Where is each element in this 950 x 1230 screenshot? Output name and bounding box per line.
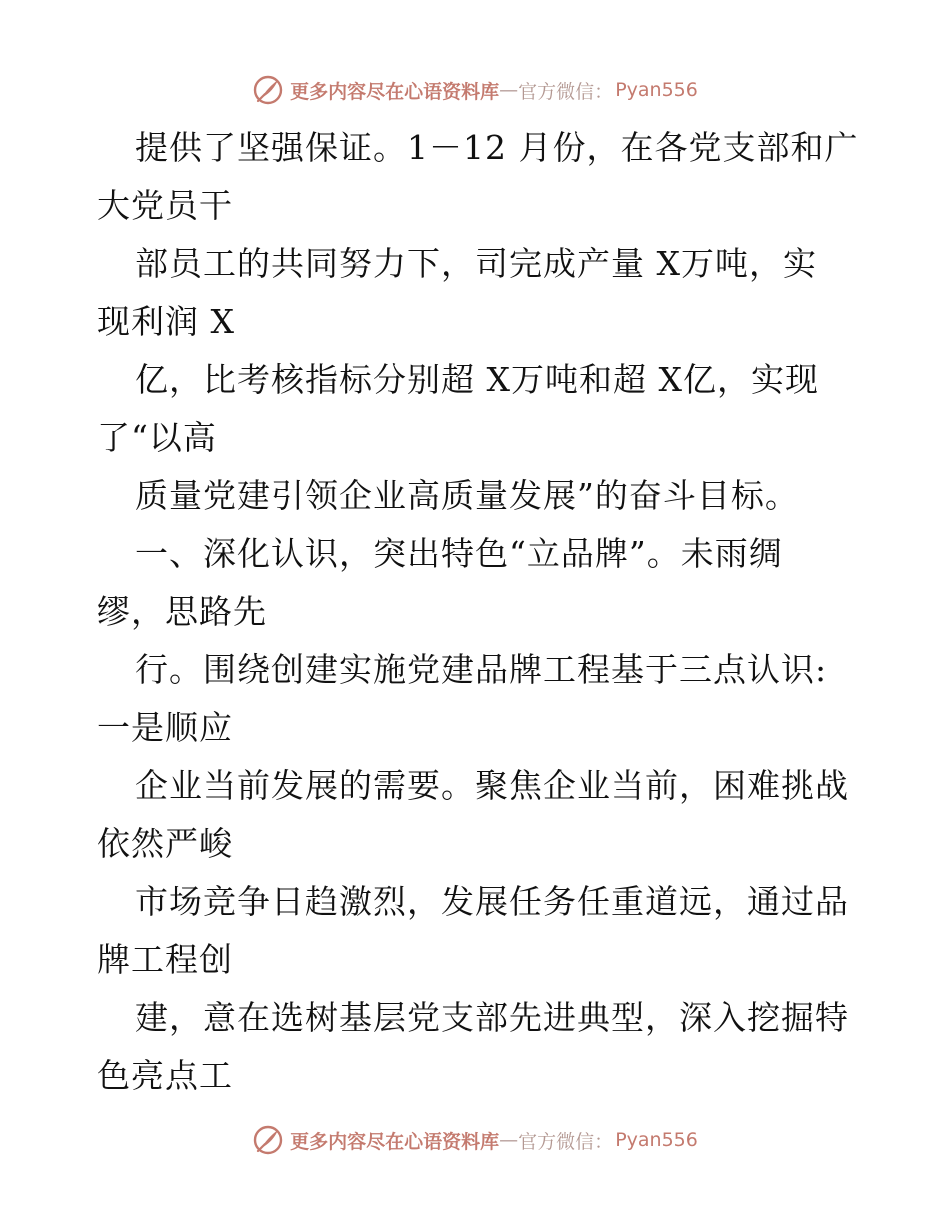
watermark-separator: — [499,1129,519,1151]
watermark-label: 官方微信： [518,80,614,103]
body-line: 大党员干 [97,186,233,225]
body-line: 现利润 X [97,302,235,341]
feather-pen-logo-icon [252,74,284,106]
body-line: 一、深化认识，突出特色“立品牌”。未雨绸 [135,534,783,573]
watermark-separator: — [499,79,519,101]
body-line: 质量党建引领企业高质量发展”的奋斗目标。 [135,476,799,515]
body-line: 一是顺应 [97,708,233,747]
body-line: 色亮点工 [97,1056,233,1095]
body-line: 了“以高 [97,418,217,457]
watermark-account: Pyan556 [615,1129,698,1151]
watermark-main-text: 更多内容尽在心语资料库 [290,80,500,103]
watermark-label: 官方微信： [518,1130,614,1153]
footer-watermark-banner [0,1120,950,1160]
body-line: 提供了坚强保证。1－12 月份，在各党支部和广 [135,128,859,167]
body-line: 部员工的共同努力下，司完成产量 X万吨，实 [135,244,817,283]
body-line: 企业当前发展的需要。聚焦企业当前，困难挑战 [135,766,849,805]
body-line: 亿，比考核指标分别超 X万吨和超 X亿，实现 [135,360,819,399]
body-line: 依然严峻 [97,824,233,863]
body-line: 建，意在选树基层党支部先进典型，深入挖掘特 [135,998,849,1037]
watermark-account: Pyan556 [615,79,698,101]
body-line: 市场竞争日趋激烈，发展任务任重道远，通过品 [135,882,849,921]
body-line: 牌工程创 [97,940,233,979]
watermark-main-text: 更多内容尽在心语资料库 [290,1130,500,1153]
body-line: 缪，思路先 [97,592,267,631]
feather-pen-logo-icon [252,1124,284,1156]
header-watermark-banner [0,70,950,110]
body-line: 行。围绕创建实施党建品牌工程基于三点认识: [135,650,828,689]
